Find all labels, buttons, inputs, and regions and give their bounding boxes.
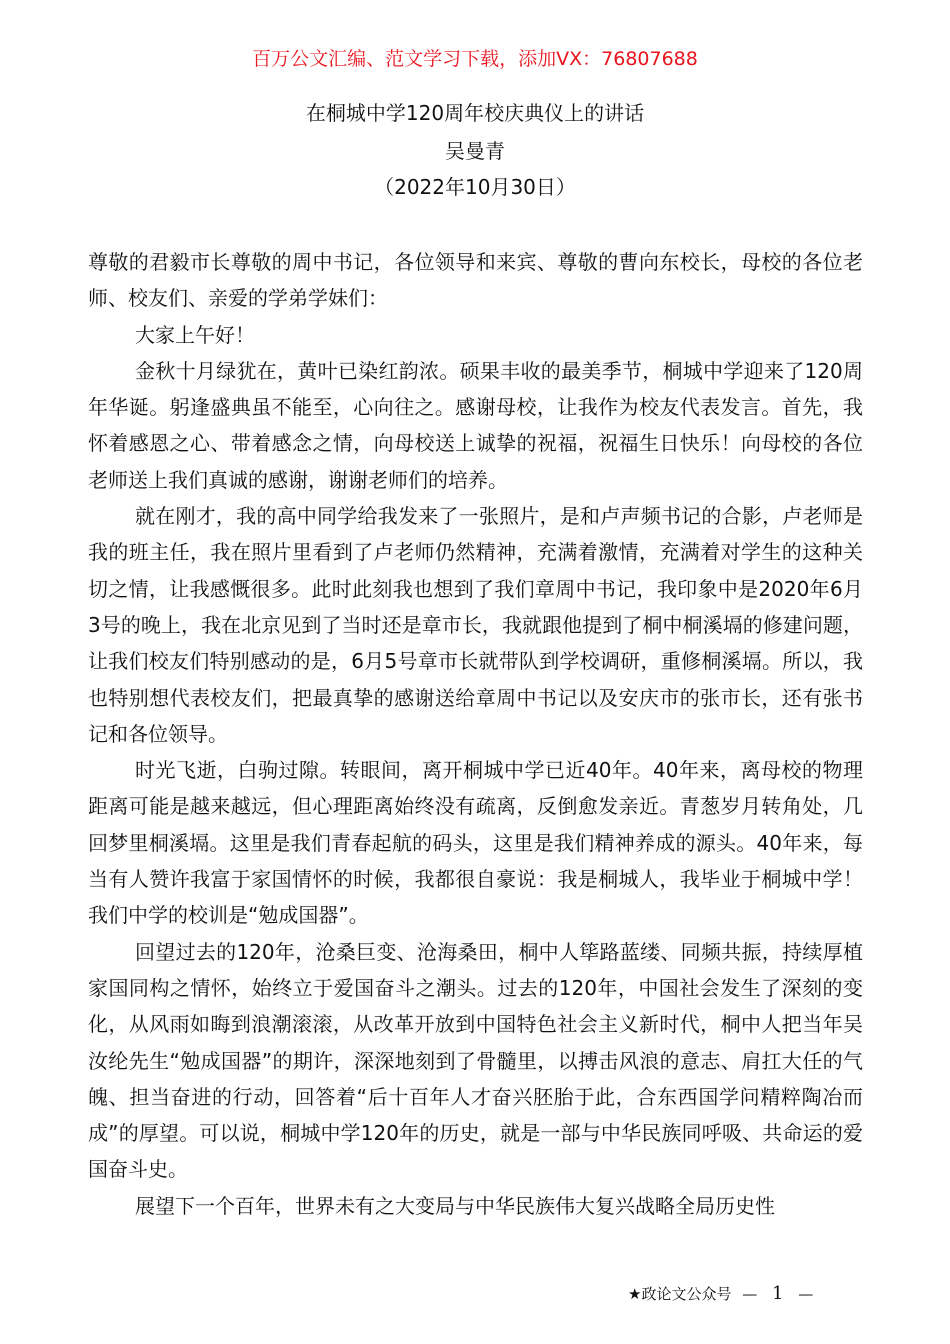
body-paragraph: 回望过去的120年，沧桑巨变、沧海桑田，桐中人筚路蓝缕、同频共振，持续厚植家国同构之情怀，始终立于爱国奋斗之潮头。过去的120年，中国社会发生了深刻的变化，从风雨如晦到浪潮滚滚，从改革开放到中国特色社会主义新时代，桐中人把当年吴汝纶先生“勉成国器”的期许，深深地刻到了骨髓里，以搏击风浪的意志、肩扛大任的气魄、担当奋进的行动，回答着“后十百年人才奋兴胚胎于此，合东西国学问精粹陶冶而成”的厚望。可以说，桐城中学120年的历史，就是一部与中华民族同呼吸、共命运的爱国奋斗史。: [88, 939, 863, 1182]
footer-dash-left: —: [742, 1285, 758, 1303]
salutation-paragraph: 尊敬的君毅市长尊敬的周中书记，各位领导和来宾、尊敬的曹向东校长，母校的各位老师、校友们、亲爱的学弟学妹们：: [88, 250, 863, 311]
body-paragraph: 金秋十月绿犹在，黄叶已染红韵浓。硕果丰收的最美季节，桐城中学迎来了120周年华诞。躬逢盛典虽不能至，心向往之。感谢母校，让我作为校友代表发言。首先，我怀着感恩之心、带着感念之情，向母校送上诚挚的祝福，祝福生日快乐！向母校的各位老师送上我们真诚的感谢，谢谢老师们的培养。: [88, 358, 863, 492]
document-body: [88, 244, 863, 1224]
author-name: 吴曼青: [445, 139, 505, 163]
body-paragraph: 展望下一个百年，世界未有之大变局与中华民族伟大复兴战略全局历史性: [135, 1193, 775, 1218]
footer-dash-right: —: [798, 1285, 814, 1303]
body-paragraph: 时光飞逝，白驹过隙。转眼间，离开桐城中学已近40年。40年来，离母校的物理距离可能是越来越远，但心理距离始终没有疏离，反倒愈发亲近。青葱岁月转角处，几回梦里桐溪塥。这里是我们青春起航的码头，这里是我们精神养成的源头。40年来，每当有人赞许我富于家国情怀的时候，我都很自豪说：我是桐城人，我毕业于桐城中学！我们中学的校训是“勉成国器”。: [88, 758, 863, 928]
body-paragraph: 就在刚才，我的高中同学给我发来了一张照片，是和卢声频书记的合影，卢老师是我的班主任，我在照片里看到了卢老师仍然精神，充满着激情，充满着对学生的这种关切之情，让我感慨很多。此时此刻我也想到了我们章周中书记，我印象中是2020年6月3号的晚上，我在北京见到了当时还是章市长，我就跟他提到了桐中桐溪塥的修建问题，让我们校友们特别感动的是，6月5号章市长就带队到学校调研，重修桐溪塥。所以，我也特别想代表校友们，把最真挚的感谢送给章周中书记以及安庆市的张市长，还有张书记和各位领导。: [88, 504, 863, 746]
page-footer: [628, 1283, 819, 1305]
document-title: 在桐城中学120周年校庆典仪上的讲话: [305, 101, 645, 125]
watermark-banner: 百万公文汇编、范文学习下载，添加VX：76807688: [252, 48, 698, 70]
page-number: 1: [772, 1283, 784, 1304]
speech-date: （2022年10月30日）: [374, 175, 576, 199]
greeting-paragraph: 大家上午好！: [135, 322, 255, 347]
footer-source: ★政论文公众号: [628, 1285, 732, 1303]
